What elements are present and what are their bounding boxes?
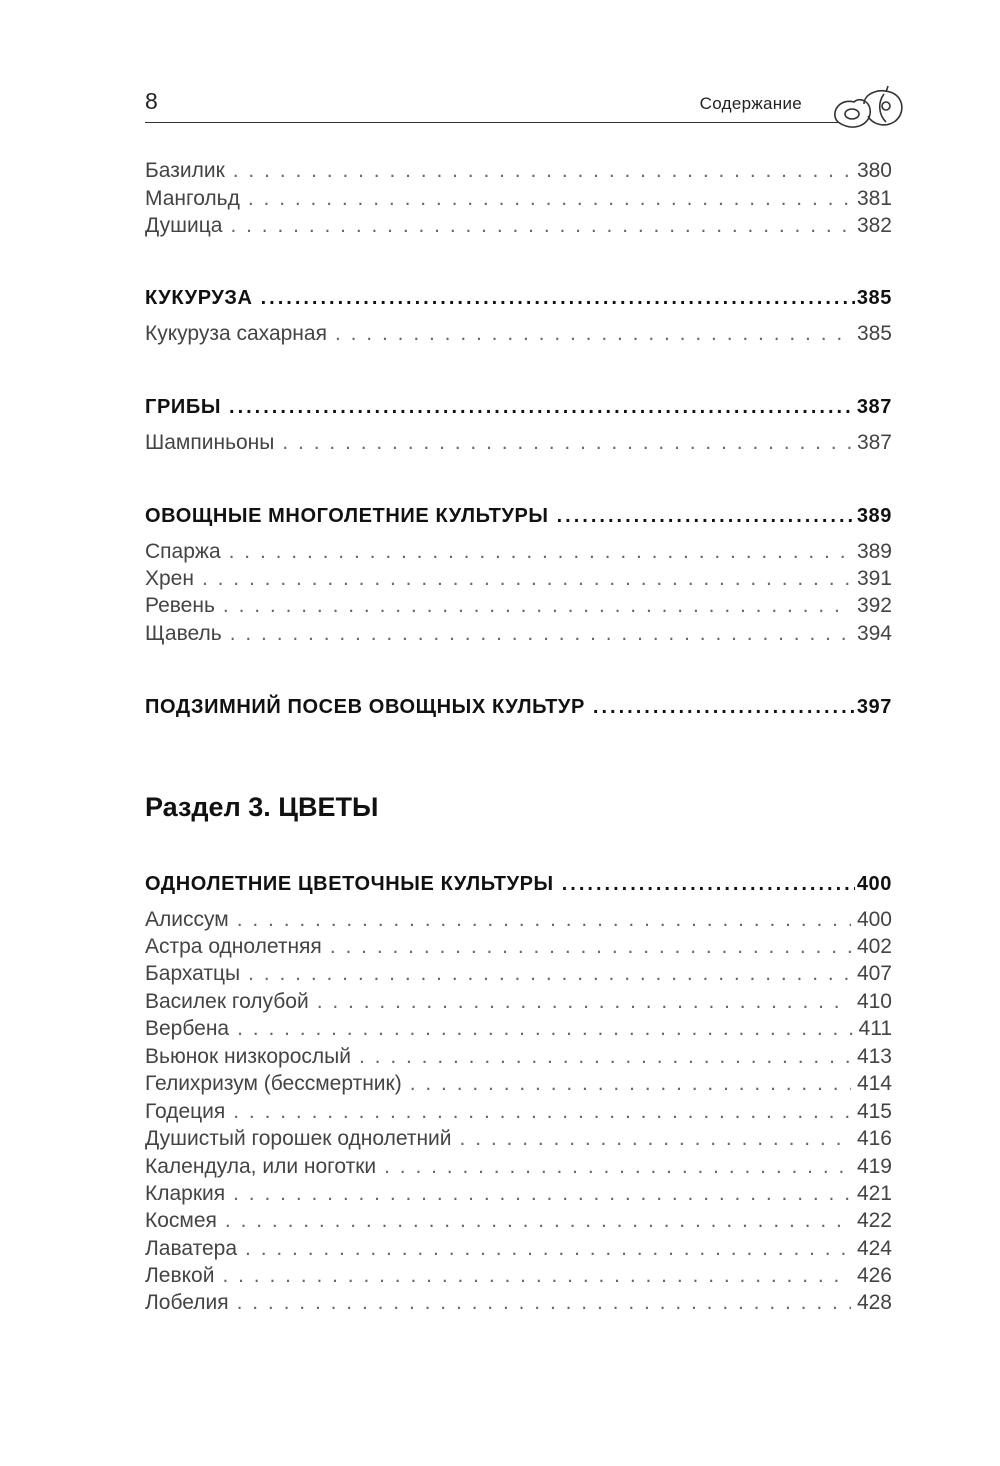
dot-leader: [248, 187, 851, 211]
toc-entry-row: [145, 159, 892, 185]
running-title: Содержание: [699, 94, 802, 113]
dot-leader: [222, 1264, 851, 1288]
toc-label: Левкой: [145, 1264, 215, 1287]
toc-label: Спаржа: [145, 540, 221, 563]
dot-leader: [384, 1155, 851, 1179]
toc-label: ГРИБЫ: [145, 396, 222, 418]
toc-entry-row: [145, 431, 892, 457]
toc-entry-row: [145, 1127, 892, 1153]
toc-page-number: 387: [856, 396, 892, 418]
toc-entry-row: [145, 1291, 892, 1317]
toc-entry-row: [145, 1264, 892, 1290]
toc-page-number: 428: [856, 1291, 892, 1314]
toc-page-number: 407: [856, 962, 892, 985]
toc-label: Лаватера: [145, 1237, 238, 1260]
dot-leader: [282, 431, 851, 455]
toc-label: КУКУРУЗА: [145, 287, 253, 309]
toc-label: Базилик: [145, 159, 225, 182]
toc-page-number: 415: [856, 1100, 892, 1123]
toc-page-number: 381: [856, 187, 892, 210]
dot-leader: [229, 540, 851, 564]
toc-page-number: 380: [856, 159, 892, 182]
toc-chapter-row: [145, 696, 892, 724]
toc-entry-row: [145, 1155, 892, 1181]
toc-page-number: 422: [856, 1209, 892, 1232]
toc-entry-row: [145, 622, 892, 648]
toc-page-number: 397: [856, 696, 892, 718]
toc-page-number: 391: [856, 567, 892, 590]
toc-page-number: 389: [856, 505, 892, 527]
toc-page-number: 421: [856, 1182, 892, 1205]
toc-label: Хрен: [145, 567, 194, 590]
toc-chapter-row: [145, 287, 892, 315]
toc-label: ОВОЩНЫЕ МНОГОЛЕТНИЕ КУЛЬТУРЫ: [145, 505, 549, 527]
page-number: 8: [145, 88, 158, 114]
page-header: [145, 84, 905, 132]
toc-label: Бархатцы: [145, 962, 241, 985]
toc-entry-row: [145, 1237, 892, 1263]
dot-leader: [557, 505, 855, 528]
toc-label: Щавель: [145, 622, 222, 645]
toc-page-number: 413: [856, 1045, 892, 1068]
dot-leader: [237, 908, 851, 932]
dot-leader: [229, 396, 855, 419]
toc-label: Кукуруза сахарная: [145, 322, 327, 345]
toc-label: ПОДЗИМНИЙ ПОСЕВ ОВОЩНЫХ КУЛЬТУР: [145, 696, 585, 718]
toc-entry-row: [145, 214, 892, 240]
dot-leader: [359, 1045, 851, 1069]
dot-leader: [562, 873, 855, 896]
toc-label: Ревень: [145, 594, 215, 617]
toc-entry-row: [145, 567, 892, 593]
toc-label: Вербена: [145, 1017, 230, 1040]
toc-entry-row: [145, 1209, 892, 1235]
toc-label: Календула, или ноготки: [145, 1155, 377, 1178]
section-title: Раздел 3. ЦВЕТЫ: [145, 792, 379, 822]
toc-entry-row: [145, 187, 892, 213]
toc-label: Мангольд: [145, 187, 240, 210]
dot-leader: [233, 1182, 851, 1206]
dot-leader: [335, 322, 851, 346]
toc-entry-row: [145, 1045, 892, 1071]
dot-leader: [317, 990, 851, 1014]
dot-leader: [233, 1100, 851, 1124]
dot-leader: [261, 287, 855, 310]
dot-leader: [230, 622, 851, 646]
toc-label: Душистый горошек однолетний: [145, 1127, 452, 1150]
toc-page-number: 385: [856, 287, 892, 309]
toc-entry-row: [145, 935, 892, 961]
toc-page-number: 414: [856, 1072, 892, 1095]
toc-page-number: 394: [856, 622, 892, 645]
toc-entry-row: [145, 540, 892, 566]
toc-page-number: 419: [856, 1155, 892, 1178]
toc-entry-row: [145, 1017, 892, 1043]
toc-chapter-row: [145, 505, 892, 533]
toc-label: Вьюнок низкорослый: [145, 1045, 351, 1068]
dot-leader: [230, 214, 850, 238]
toc-page-number: 400: [856, 873, 892, 895]
toc-page-number: 411: [858, 1017, 892, 1040]
toc-page-number: 416: [856, 1127, 892, 1150]
toc-page-number: 387: [856, 431, 892, 454]
dot-leader: [248, 962, 851, 986]
toc-chapter-row: [145, 396, 892, 424]
toc-entry-row: [145, 1182, 892, 1208]
toc-page-number: 424: [856, 1237, 892, 1260]
toc-label: Гелихризум (бессмертник): [145, 1072, 402, 1095]
toc-label: Душица: [145, 214, 223, 237]
dot-leader: [245, 1237, 851, 1261]
dot-leader: [202, 567, 851, 591]
toc-label: Годеция: [145, 1100, 226, 1123]
toc-label: Алиссум: [145, 908, 229, 931]
toc-entry-row: [145, 1100, 892, 1126]
toc-chapter-row: [145, 873, 892, 901]
toc-entry-row: [145, 322, 892, 348]
toc-page-number: 402: [856, 935, 892, 958]
dot-leader: [233, 159, 851, 183]
dot-leader: [410, 1072, 851, 1096]
dot-leader: [460, 1127, 851, 1151]
toc-label: ОДНОЛЕТНИЕ ЦВЕТОЧНЫЕ КУЛЬТУРЫ: [145, 873, 554, 895]
toc-entry-row: [145, 908, 892, 934]
toc-page-number: 392: [856, 594, 892, 617]
toc-page-number: 400: [856, 908, 892, 931]
dot-leader: [593, 696, 855, 719]
toc-label: Космея: [145, 1209, 217, 1232]
toc-label: Кларкия: [145, 1182, 226, 1205]
toc-page-number: 426: [856, 1264, 892, 1287]
dot-leader: [223, 594, 851, 618]
apple-icon: [828, 84, 908, 134]
dot-leader: [225, 1209, 851, 1233]
dot-leader: [237, 1017, 852, 1041]
dot-leader: [330, 935, 851, 959]
header-rule: [145, 122, 845, 123]
toc-page-number: 389: [856, 540, 892, 563]
toc-label: Лобелия: [145, 1291, 229, 1314]
toc-label: Василек голубой: [145, 990, 309, 1013]
toc-page-number: 410: [856, 990, 892, 1013]
toc-entry-row: [145, 990, 892, 1016]
toc-page-number: 385: [856, 322, 892, 345]
toc-label: Астра однолетняя: [145, 935, 322, 958]
toc-entry-row: [145, 594, 892, 620]
toc-entry-row: [145, 1072, 892, 1098]
toc-label: Шампиньоны: [145, 431, 275, 454]
dot-leader: [237, 1291, 851, 1315]
toc-entry-row: [145, 962, 892, 988]
toc-page-number: 382: [856, 214, 892, 237]
